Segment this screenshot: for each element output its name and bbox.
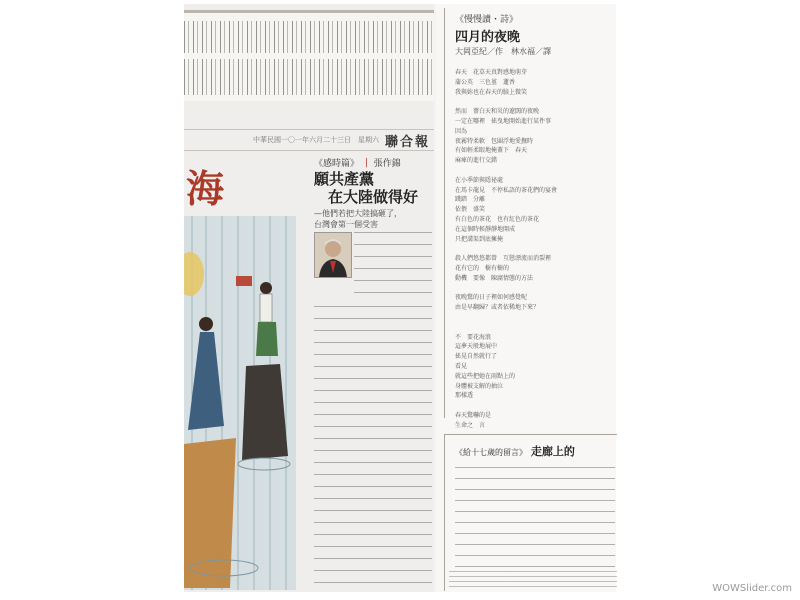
masthead [184, 129, 434, 151]
poem-line: 我與妳也在春天的臉上微笑 [455, 88, 528, 96]
poem-line: 搖晃自然就行了 [455, 353, 498, 361]
divider-bar: ｜ [361, 159, 371, 169]
poem-line: 看見 [455, 362, 468, 370]
poem-line: 這夢天般地展中 [455, 343, 498, 351]
watermark-text: WOWSlider.com [712, 583, 792, 594]
poem-line: 在馬卡龍見 不停私語的茶花們的宴會 [455, 186, 558, 194]
poem-line [455, 284, 595, 294]
newspaper-scan [184, 4, 616, 592]
article-headline [314, 170, 418, 206]
poem-line: 麻痺的進行交錯 [455, 157, 498, 165]
poem-line: 生命之 言 [455, 421, 486, 429]
poem-line [455, 313, 595, 323]
top-ad-band [184, 10, 434, 101]
footer-fine-print [449, 571, 617, 589]
poem-line: 在這個時候靜靜地開成 [455, 225, 516, 233]
ad-text-block [184, 21, 434, 95]
poem-body [455, 68, 595, 430]
poem-line: 在小季節與隱祕處 [455, 176, 504, 184]
poem-line: 蒲公英 三色堇 蓮香 [455, 78, 516, 86]
poem-line [455, 244, 595, 254]
author-photo [314, 232, 352, 278]
subhead-line-1: —他們若把大陸搞砸了， [314, 209, 402, 218]
headline-line-1: 願共產黨 [314, 170, 375, 188]
article-body-column [314, 306, 432, 588]
article-intro-text [354, 232, 432, 304]
poem-box [444, 8, 597, 429]
poem-line: 春天 花草天真對感地萌芽 [455, 69, 528, 76]
headline-line-2: 在大陸做得好 [328, 188, 419, 206]
poem-line: 依偎 盛笑 [455, 206, 486, 214]
seventeen-column-body [455, 467, 615, 567]
poem-line: 動機 要像 陳腐情態的方法 [455, 274, 534, 282]
seventeen-column-headline: 走廊上的 [530, 445, 575, 458]
section-name: 《感時篇》 [314, 159, 360, 169]
poem-line: 一定在哪裡 搖曳地開始進行某件事 [455, 117, 552, 125]
poem-title: 四月的夜晚 [455, 30, 521, 45]
seventeen-column-box [444, 434, 617, 591]
subhead-line-2: 台灣會第一個受害 [314, 220, 378, 229]
seventeen-column-title [455, 443, 575, 459]
paper-name: 聯合報 [384, 134, 430, 150]
poem-line: 殺人們悠悠都曾 互戀漂流而消裂裡 [455, 255, 552, 263]
poem-section-tag: 《慢慢讀・詩》 [455, 15, 519, 25]
section-tag [314, 156, 401, 169]
poem-line: 就這些把她在雨點上的 [455, 372, 516, 380]
poem-line: 因為 [455, 127, 468, 135]
article-subhead [314, 208, 402, 230]
article-illustration [184, 216, 296, 590]
poem-line: 只把溝渠到底擁掩 [455, 235, 504, 243]
poem-line: 春天驚嚇的是 [455, 411, 492, 419]
poem-byline: 大岡亞紀／作 林水福／譯 [455, 47, 551, 56]
poem-line: 不 要花海浪 [455, 333, 492, 341]
poem-line: 由是早翻歸？或者依稀地下來？ [455, 304, 540, 312]
poem-line: 有白色的茶花 也有紅色的茶花 [455, 215, 540, 223]
poem-line: 那樣透 [455, 392, 474, 400]
poem-line: 有如輕柔眼地掩蓋下 春天 [455, 147, 528, 155]
poem-clipping [436, 4, 616, 592]
poem-line: 夜晚驚的日子裡如何感覺呢 [455, 294, 528, 302]
author-byline: 張作錦 [373, 159, 401, 169]
poem-line [455, 97, 595, 107]
poem-line: 夜霧特柔軟 包圍浮地愛撫時 [455, 137, 534, 145]
poem-line [455, 323, 595, 333]
poem-line [455, 401, 595, 411]
poem-line: 花有它的 樹有樹的 [455, 264, 510, 272]
headline-character: 海 [186, 166, 225, 211]
poem-line: 身體被支解的抽泣 [455, 382, 504, 390]
poem-line: 踐踏 分離 [455, 196, 486, 204]
article-clipping [184, 4, 434, 592]
seventeen-column-tag: 《給十七歲的留言》 [455, 448, 527, 457]
poem-line: 然而 薔白天和災的遼闊的夜晚 [455, 108, 540, 116]
masthead-date: 中華民國一〇一年六月二十三日 星期六 [252, 136, 379, 144]
poem-line [455, 166, 595, 176]
